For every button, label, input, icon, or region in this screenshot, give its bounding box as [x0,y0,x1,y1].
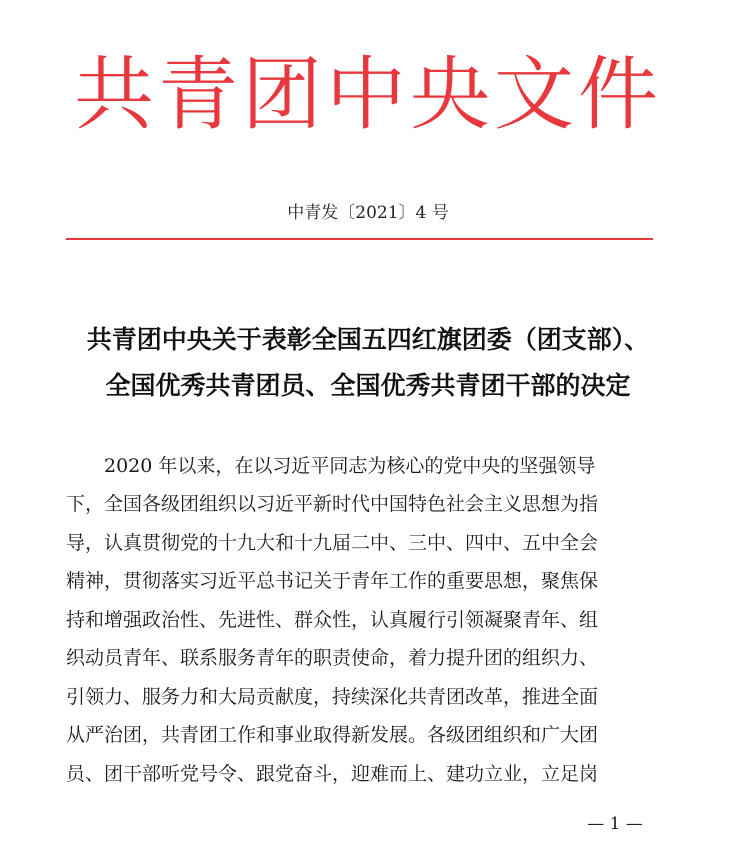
body-text-line: 精神，贯彻落实习近平总书记关于青年工作的重要思想，聚焦保 [66,570,599,592]
body-text-line: 引领力、服务力和大局贡献度，持续深化共青团改革，推进全面 [66,686,599,708]
body-text-line: 持和增强政治性、先进性、群众性，认真履行引领凝聚青年、组 [66,609,599,631]
body-text-line: 下，全国各级团组织以习近平新时代中国特色社会主义思想为指 [66,493,599,515]
body-text-line: 2020 年以来，在以习近平同志为核心的党中央的坚强领导 [104,455,596,477]
document-title-line-1: 共青团中央关于表彰全国五四红旗团委（团支部）、 [86,325,650,354]
body-text-line: 从严治团，共青团工作和事业取得新发展。各级团组织和广大团 [66,724,599,746]
body-text-line: 织动员青年、联系服务青年的职责使命，着力提升团的组织力、 [66,647,599,669]
document-masthead: 共青团中央文件 [74,48,662,141]
body-text-line: 员、团干部听党号令、跟党奋斗，迎难而上、建功立业，立足岗 [66,763,599,785]
page-number: — 1 — [587,814,643,834]
document-number: 中青发〔2021〕4 号 [287,203,449,223]
red-divider-line [66,238,653,240]
body-text-line: 导，认真贯彻党的十九大和十九届二中、三中、四中、五中全会 [66,532,599,554]
document-title-line-2: 全国优秀共青团员、全国优秀共青团干部的决定 [105,371,631,400]
